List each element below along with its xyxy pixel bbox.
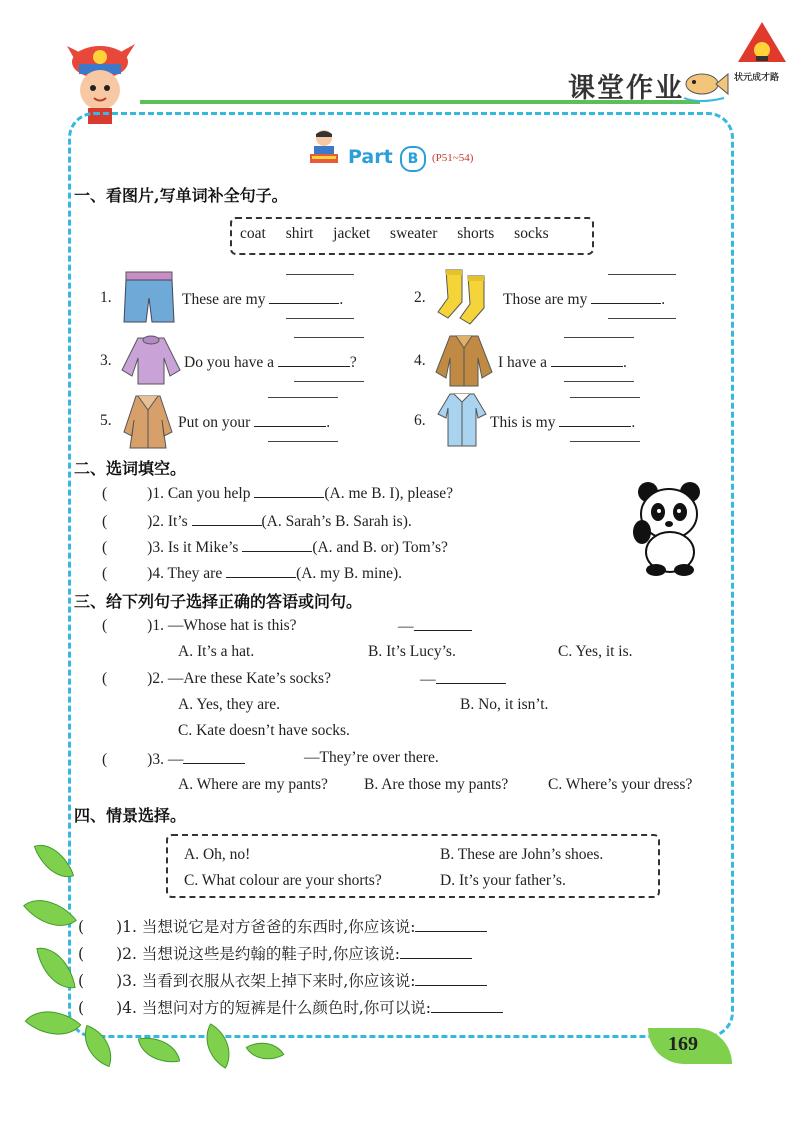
s4-q2-text: )2. 当想说这些是约翰的鞋子时,你应该说: — [116, 945, 400, 963]
s3-q1-option-a: A. It’s a hat. — [178, 643, 255, 660]
item3-guide-top — [294, 337, 364, 338]
item4-guide-bottom — [564, 381, 634, 382]
s3-q1-text: )1. —Whose hat is this? — [147, 617, 297, 634]
item5-end: . — [326, 414, 331, 431]
word-jacket: jacket — [333, 225, 371, 242]
item2-guide-top — [608, 274, 676, 275]
page-title: 课堂作业 — [568, 73, 684, 104]
item3-sentence — [184, 352, 357, 372]
socks-icon — [436, 268, 498, 326]
item4-text: I have a — [498, 354, 548, 371]
item5-guide-bottom — [268, 441, 338, 442]
item6-end: . — [631, 414, 636, 431]
item6-guide-top — [570, 397, 640, 398]
item6-blank[interactable] — [559, 412, 631, 427]
s4-row-2: ( )2. 当想说这些是约翰的鞋子时,你应该说: — [78, 942, 472, 964]
s3-q1-reply — [398, 616, 472, 636]
item1-blank[interactable] — [269, 289, 339, 304]
s4-row-3: ( )3. 当看到衣服从衣架上掉下来时,你应该说: — [78, 969, 487, 991]
s3-q3-option-b: B. Are those my pants? — [364, 776, 509, 793]
item3-blank[interactable] — [278, 352, 350, 367]
item3-guide-bottom — [294, 381, 364, 382]
brand-text: 状元成才路 — [734, 73, 780, 83]
s2-answer-4[interactable] — [107, 564, 147, 578]
s3-q1-dash: — — [398, 618, 414, 635]
item2-blank[interactable] — [591, 289, 661, 304]
shorts-icon — [120, 270, 178, 326]
panda-icon — [632, 480, 704, 576]
s4-answer-4[interactable] — [84, 999, 116, 1013]
item3-text: Do you have a — [184, 354, 274, 371]
s2-row-2: ( )2. It’s (A. Sarah’s B. Sarah is). — [102, 513, 412, 530]
s2-q3-after: (A. and B. or) Tom’s? — [312, 539, 448, 556]
section1-heading: 一、看图片,写单词补全句子。 — [74, 186, 288, 205]
item2-text: Those are my — [503, 291, 588, 308]
s3-answer-3[interactable] — [107, 750, 147, 764]
s3-q3-reply: —They’re over there. — [304, 749, 439, 766]
s2-q4-text: )4. They are — [147, 565, 223, 582]
s3-q3-option-c: C. Where’s your dress? — [548, 776, 693, 793]
part-letter-badge: B — [400, 146, 426, 172]
option-d: D. It’s your father’s. — [440, 872, 566, 889]
item4-sentence — [498, 352, 627, 372]
item1-number: 1. — [100, 289, 112, 306]
item6-sentence — [490, 412, 635, 432]
item1-text: These are my — [182, 291, 266, 308]
item6-guide-bottom — [570, 441, 640, 442]
s2-blank-2[interactable] — [192, 511, 262, 526]
s2-q2-text: )2. It’s — [147, 513, 188, 530]
page-number: 169 — [668, 1033, 698, 1055]
s2-row-1: ( )1. Can you help (A. me B. I), please? — [102, 485, 454, 502]
item3-number: 3. — [100, 352, 112, 369]
s4-answer-3[interactable] — [84, 972, 116, 986]
s3-q3: ( )3. — — [102, 749, 245, 769]
item5-blank[interactable] — [254, 412, 326, 427]
item4-number: 4. — [414, 352, 426, 369]
shirt-icon — [436, 390, 488, 448]
item4-guide-top — [564, 337, 634, 338]
word-sweater: sweater — [390, 225, 438, 242]
section4-heading: 四、情景选择。 — [74, 806, 187, 825]
s2-row-3: ( )3. Is it Mike’s (A. and B. or) Tom’s? — [102, 539, 448, 556]
s4-blank-3[interactable] — [415, 971, 487, 986]
fish-icon — [680, 64, 730, 104]
option-c: C. What colour are your shorts? — [184, 872, 382, 889]
s2-blank-3[interactable] — [242, 537, 312, 552]
s3-q2-dash: — — [420, 671, 436, 688]
part-label: Part — [348, 146, 393, 168]
reading-boy-icon — [306, 128, 342, 166]
item2-end: . — [661, 291, 666, 308]
s2-q3-text: )3. Is it Mike’s — [147, 539, 239, 556]
item5-sentence — [178, 412, 330, 432]
option-a: A. Oh, no! — [184, 846, 251, 863]
logo-triangle-icon — [736, 20, 788, 64]
s3-q1-option-b: B. It’s Lucy’s. — [368, 643, 456, 660]
item4-end: . — [622, 354, 627, 371]
item2-sentence — [503, 289, 665, 309]
s2-row-4: ( )4. They are (A. my B. mine). — [102, 565, 402, 582]
item3-end: ? — [349, 354, 357, 371]
section2-heading: 二、选词填空。 — [74, 459, 187, 478]
s3-answer-1[interactable] — [107, 616, 147, 630]
s4-blank-2[interactable] — [400, 944, 472, 959]
s3-q3-text: )3. — — [147, 751, 184, 768]
item1-sentence — [182, 289, 343, 309]
item2-number: 2. — [414, 289, 426, 306]
s4-blank-1[interactable] — [415, 917, 487, 932]
s2-q2-after: (A. Sarah’s B. Sarah is). — [261, 513, 412, 530]
coat-icon — [120, 392, 176, 450]
s4-answer-1[interactable] — [84, 918, 116, 932]
item2-guide-bottom — [608, 318, 676, 319]
item1-guide-bottom — [286, 318, 354, 319]
word-shorts: shorts — [457, 225, 495, 242]
s2-answer-1[interactable] — [107, 484, 147, 498]
s3-q2-text: )2. —Are these Kate’s socks? — [147, 670, 331, 687]
s4-row-1: ( )1. 当想说它是对方爸爸的东西时,你应该说: — [78, 915, 487, 937]
s3-q1-blank[interactable] — [414, 616, 472, 631]
item5-guide-top — [268, 397, 338, 398]
s4-q1-text: )1. 当想说它是对方爸爸的东西时,你应该说: — [116, 918, 416, 936]
s3-q2-blank[interactable] — [436, 669, 506, 684]
s3-q1-option-c: C. Yes, it is. — [558, 643, 633, 660]
word-coat: coat — [240, 225, 266, 242]
s2-answer-2[interactable] — [107, 512, 147, 526]
s4-answer-2[interactable] — [84, 945, 116, 959]
s2-blank-4[interactable] — [226, 563, 296, 578]
item4-blank[interactable] — [551, 352, 623, 367]
s2-q4-after: (A. my B. mine). — [296, 565, 402, 582]
sweater-icon — [120, 334, 182, 386]
item5-number: 5. — [100, 412, 112, 429]
page-range: (P51~54) — [432, 152, 474, 164]
section3-heading: 三、给下列句子选择正确的答语或问句。 — [74, 592, 363, 611]
s4-row-4: ( )4. 当想问对方的短裤是什么颜色时,你可以说: — [78, 996, 503, 1018]
s3-q2-option-c: C. Kate doesn’t have socks. — [178, 722, 350, 739]
s2-q1-text: )1. Can you help — [147, 485, 251, 502]
s3-q2: ( )2. —Are these Kate’s socks? — [102, 670, 331, 687]
s4-blank-4[interactable] — [431, 998, 503, 1013]
s4-q3-text: )3. 当看到衣服从衣架上掉下来时,你应该说: — [116, 972, 416, 990]
s2-answer-3[interactable] — [107, 538, 147, 552]
word-socks: socks — [514, 225, 549, 242]
s2-blank-1[interactable] — [254, 483, 324, 498]
s3-q2-option-b: B. No, it isn’t. — [460, 696, 549, 713]
option-b: B. These are John’s shoes. — [440, 846, 604, 863]
item6-text: This is my — [490, 414, 556, 431]
s3-answer-2[interactable] — [107, 669, 147, 683]
item6-number: 6. — [414, 412, 426, 429]
item1-end: . — [339, 291, 344, 308]
word-shirt: shirt — [285, 225, 314, 242]
s3-q2-reply — [420, 669, 506, 689]
item5-text: Put on your — [178, 414, 251, 431]
s3-q3-blank[interactable] — [183, 749, 245, 764]
s3-q1: ( )1. —Whose hat is this? — [102, 617, 297, 634]
s4-q4-text: )4. 当想问对方的短裤是什么颜色时,你可以说: — [116, 999, 431, 1017]
s3-q2-option-a: A. Yes, they are. — [178, 696, 281, 713]
s3-q3-option-a: A. Where are my pants? — [178, 776, 328, 793]
item1-guide-top — [286, 274, 354, 275]
jacket-icon — [434, 332, 494, 388]
s2-q1-after: (A. me B. I), please? — [324, 485, 454, 502]
word-bank-list — [240, 225, 549, 243]
